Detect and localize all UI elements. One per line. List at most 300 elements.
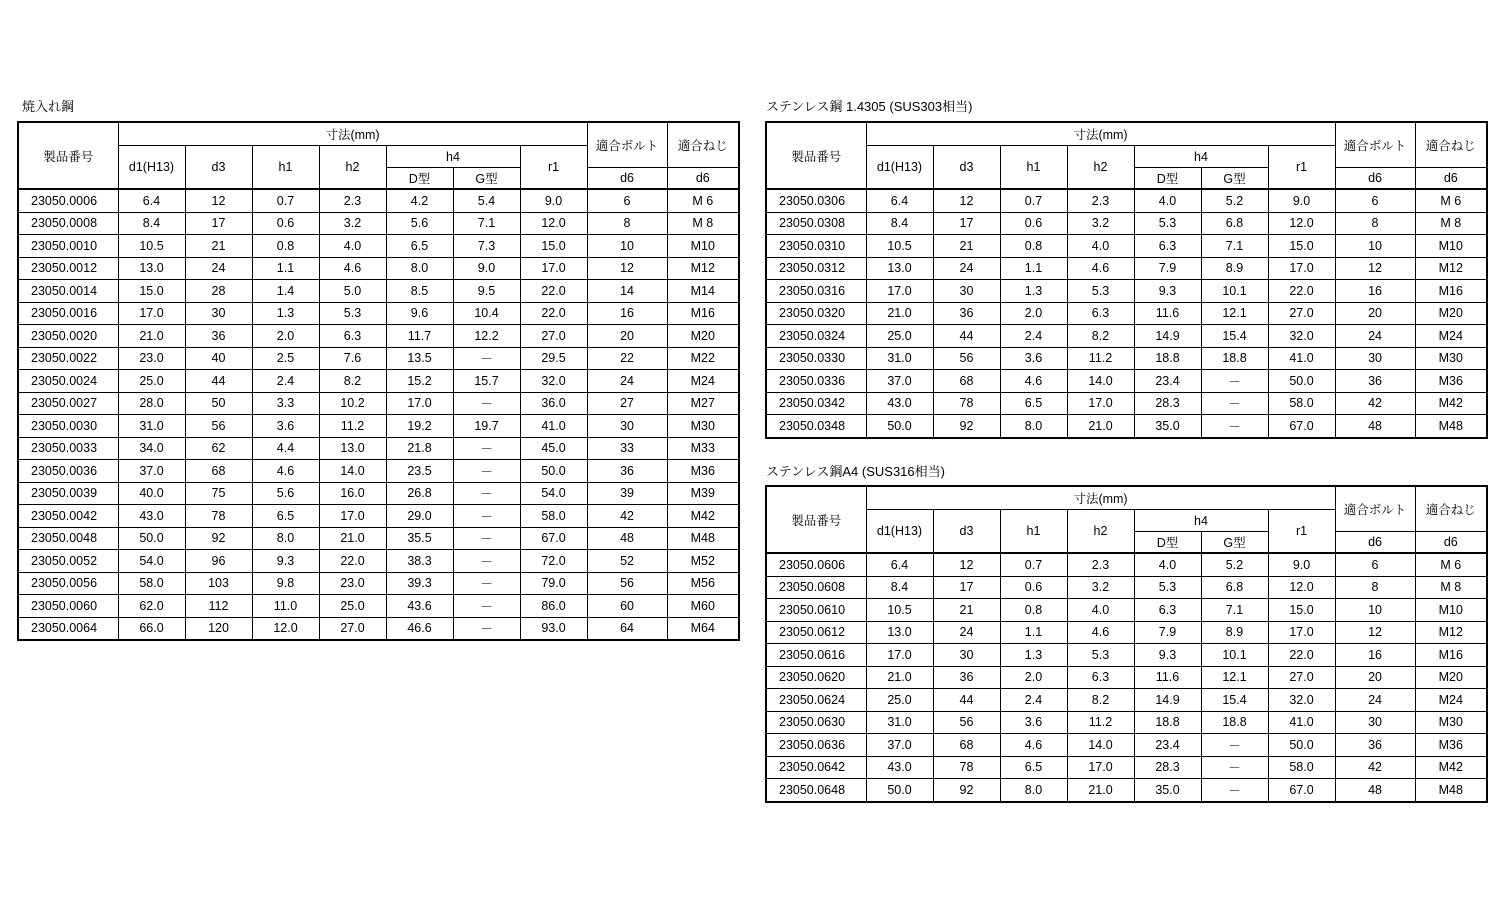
h4-d-type-cell: 23.4 (1134, 734, 1201, 757)
h4-d-type-cell: 28.3 (1134, 756, 1201, 779)
d3-cell: 12 (933, 553, 1000, 576)
h4-g-type-cell: 5.2 (1201, 553, 1268, 576)
d6-bolt-cell: 8 (1335, 576, 1415, 599)
product-no-cell: 23050.0642 (766, 756, 866, 779)
d6-thread-cell: M24 (667, 370, 739, 393)
product-no-cell: 23050.0052 (18, 550, 118, 573)
product-no-cell: 23050.0636 (766, 734, 866, 757)
d6-bolt-cell: 30 (1335, 711, 1415, 734)
d3-cell: 44 (933, 689, 1000, 712)
h2-cell: 21.0 (319, 527, 386, 550)
d6-thread-cell: M20 (667, 325, 739, 348)
table-row (766, 711, 1487, 734)
r1-cell: 67.0 (1268, 779, 1335, 802)
d6-thread-cell: M 6 (667, 189, 739, 212)
h4-g-type-cell: 8.9 (1201, 621, 1268, 644)
table-header (18, 122, 739, 189)
d1-cell: 8.4 (866, 212, 933, 235)
header-h4-d-type: D型 (1134, 532, 1201, 554)
header-h1: h1 (1000, 510, 1067, 554)
r1-cell: 79.0 (520, 572, 587, 595)
table-row (766, 621, 1487, 644)
table-row (18, 550, 739, 573)
d6-thread-cell: M64 (667, 617, 739, 640)
r1-cell: 67.0 (520, 527, 587, 550)
r1-cell: 36.0 (520, 392, 587, 415)
d1-cell: 23.0 (118, 347, 185, 370)
d6-thread-cell: M48 (1415, 415, 1487, 438)
h2-cell: 13.0 (319, 437, 386, 460)
table-row (18, 437, 739, 460)
d1-cell: 17.0 (118, 302, 185, 325)
h4-d-type-cell: 13.5 (386, 347, 453, 370)
h4-g-type-cell: 9.0 (453, 257, 520, 280)
h1-cell: 12.0 (252, 617, 319, 640)
header-compatible-bolt: 適合ボルト (587, 122, 667, 168)
table-row (766, 734, 1487, 757)
h2-cell: 5.0 (319, 280, 386, 303)
product-no-cell: 23050.0033 (18, 437, 118, 460)
d3-cell: 92 (185, 527, 252, 550)
header-compatible-thread: 適合ねじ (1415, 486, 1487, 532)
r1-cell: 41.0 (1268, 347, 1335, 370)
h4-d-type-cell: 9.3 (1134, 644, 1201, 667)
h2-cell: 27.0 (319, 617, 386, 640)
h1-cell: 8.0 (1000, 779, 1067, 802)
d6-bolt-cell: 36 (587, 460, 667, 483)
h2-cell: 3.2 (319, 212, 386, 235)
header-dimensions: 寸法(mm) (866, 486, 1335, 510)
h4-g-type-cell: 7.1 (453, 212, 520, 235)
d3-cell: 50 (185, 392, 252, 415)
h1-cell: 1.3 (1000, 644, 1067, 667)
d6-thread-cell: M33 (667, 437, 739, 460)
h4-g-type-cell: 10.1 (1201, 280, 1268, 303)
h4-d-type-cell: 9.6 (386, 302, 453, 325)
d3-cell: 30 (185, 302, 252, 325)
h4-d-type-cell: 4.0 (1134, 553, 1201, 576)
d6-bolt-cell: 10 (587, 235, 667, 258)
h4-d-type-cell: 26.8 (386, 482, 453, 505)
table-row (18, 482, 739, 505)
d6-thread-cell: M56 (667, 572, 739, 595)
r1-cell: 12.0 (520, 212, 587, 235)
header-h1: h1 (252, 146, 319, 190)
d3-cell: 24 (933, 621, 1000, 644)
d1-cell: 6.4 (866, 189, 933, 212)
h4-d-type-cell: 5.3 (1134, 576, 1201, 599)
d6-thread-cell: M30 (1415, 347, 1487, 370)
d1-cell: 34.0 (118, 437, 185, 460)
h2-cell: 14.0 (1067, 370, 1134, 393)
r1-cell: 17.0 (1268, 621, 1335, 644)
d1-cell: 43.0 (118, 505, 185, 528)
product-no-cell: 23050.0308 (766, 212, 866, 235)
product-no-cell: 23050.0016 (18, 302, 118, 325)
r1-cell: 22.0 (1268, 644, 1335, 667)
table-row (18, 572, 739, 595)
h1-cell: 0.7 (1000, 553, 1067, 576)
header-dimensions: 寸法(mm) (118, 122, 587, 146)
h4-g-type-cell: － (1201, 370, 1268, 393)
product-no-cell: 23050.0039 (18, 482, 118, 505)
h4-d-type-cell: 21.8 (386, 437, 453, 460)
h4-d-type-cell: 6.5 (386, 235, 453, 258)
d1-cell: 17.0 (866, 280, 933, 303)
header-bolt-d6: d6 (1335, 532, 1415, 554)
h1-cell: 6.5 (1000, 756, 1067, 779)
table-row (766, 756, 1487, 779)
header-product-no: 製品番号 (766, 486, 866, 553)
r1-cell: 27.0 (1268, 302, 1335, 325)
d6-thread-cell: M36 (1415, 734, 1487, 757)
d6-thread-cell: M16 (1415, 644, 1487, 667)
d3-cell: 44 (185, 370, 252, 393)
h4-g-type-cell: － (453, 482, 520, 505)
header-h1: h1 (1000, 146, 1067, 190)
h2-cell: 8.2 (1067, 689, 1134, 712)
h2-cell: 4.0 (319, 235, 386, 258)
d6-bolt-cell: 33 (587, 437, 667, 460)
d6-bolt-cell: 22 (587, 347, 667, 370)
d3-cell: 36 (933, 302, 1000, 325)
d6-thread-cell: M42 (667, 505, 739, 528)
r1-cell: 9.0 (1268, 553, 1335, 576)
d3-cell: 56 (185, 415, 252, 438)
d1-cell: 31.0 (866, 711, 933, 734)
h4-d-type-cell: 14.9 (1134, 689, 1201, 712)
product-no-cell: 23050.0316 (766, 280, 866, 303)
product-no-cell: 23050.0027 (18, 392, 118, 415)
d6-thread-cell: M12 (667, 257, 739, 280)
h4-d-type-cell: 14.9 (1134, 325, 1201, 348)
h1-cell: 2.4 (1000, 325, 1067, 348)
h1-cell: 6.5 (252, 505, 319, 528)
d6-bolt-cell: 16 (587, 302, 667, 325)
d3-cell: 92 (933, 779, 1000, 802)
h1-cell: 6.5 (1000, 392, 1067, 415)
d3-cell: 96 (185, 550, 252, 573)
h1-cell: 3.6 (1000, 347, 1067, 370)
product-no-cell: 23050.0610 (766, 599, 866, 622)
d1-cell: 21.0 (866, 302, 933, 325)
h1-cell: 1.3 (1000, 280, 1067, 303)
d1-cell: 54.0 (118, 550, 185, 573)
d1-cell: 6.4 (866, 553, 933, 576)
table-row (18, 257, 739, 280)
table-row (18, 370, 739, 393)
h4-g-type-cell: － (453, 347, 520, 370)
r1-cell: 58.0 (1268, 392, 1335, 415)
h1-cell: 2.0 (1000, 302, 1067, 325)
d6-bolt-cell: 10 (1335, 599, 1415, 622)
table-row (766, 347, 1487, 370)
r1-cell: 9.0 (520, 189, 587, 212)
d3-cell: 92 (933, 415, 1000, 438)
d6-bolt-cell: 27 (587, 392, 667, 415)
d3-cell: 120 (185, 617, 252, 640)
header-thread-d6: d6 (1415, 532, 1487, 554)
d1-cell: 50.0 (866, 415, 933, 438)
header-d3: d3 (933, 146, 1000, 190)
product-no-cell: 23050.0336 (766, 370, 866, 393)
h1-cell: 2.5 (252, 347, 319, 370)
h2-cell: 2.3 (319, 189, 386, 212)
h4-d-type-cell: 15.2 (386, 370, 453, 393)
d6-thread-cell: M10 (667, 235, 739, 258)
h1-cell: 1.1 (252, 257, 319, 280)
h1-cell: 2.4 (252, 370, 319, 393)
product-no-cell: 23050.0624 (766, 689, 866, 712)
d6-bolt-cell: 48 (587, 527, 667, 550)
d6-bolt-cell: 60 (587, 595, 667, 618)
h1-cell: 3.6 (252, 415, 319, 438)
d1-cell: 13.0 (866, 257, 933, 280)
table-row (18, 235, 739, 258)
h4-d-type-cell: 5.3 (1134, 212, 1201, 235)
header-compatible-bolt: 適合ボルト (1335, 122, 1415, 168)
h4-g-type-cell: 6.8 (1201, 212, 1268, 235)
header-d1: d1(H13) (118, 146, 185, 190)
d6-bolt-cell: 30 (1335, 347, 1415, 370)
header-h4-d-type: D型 (386, 168, 453, 190)
d6-thread-cell: M30 (667, 415, 739, 438)
d3-cell: 78 (933, 756, 1000, 779)
product-no-cell: 23050.0006 (18, 189, 118, 212)
d6-thread-cell: M 8 (1415, 576, 1487, 599)
h4-g-type-cell: － (453, 572, 520, 595)
table-row (766, 689, 1487, 712)
r1-cell: 22.0 (520, 280, 587, 303)
header-h4: h4 (1134, 146, 1268, 168)
h4-g-type-cell: － (1201, 734, 1268, 757)
d3-cell: 112 (185, 595, 252, 618)
d6-bolt-cell: 56 (587, 572, 667, 595)
d6-bolt-cell: 24 (587, 370, 667, 393)
d6-thread-cell: M52 (667, 550, 739, 573)
d3-cell: 56 (933, 711, 1000, 734)
d6-thread-cell: M60 (667, 595, 739, 618)
h2-cell: 6.3 (1067, 666, 1134, 689)
table-row (766, 370, 1487, 393)
header-h4-d-type: D型 (1134, 168, 1201, 190)
h4-d-type-cell: 4.2 (386, 189, 453, 212)
r1-cell: 41.0 (1268, 711, 1335, 734)
h2-cell: 4.6 (1067, 621, 1134, 644)
h4-d-type-cell: 6.3 (1134, 599, 1201, 622)
table-row (766, 302, 1487, 325)
d6-thread-cell: M 6 (1415, 189, 1487, 212)
header-dimensions: 寸法(mm) (866, 122, 1335, 146)
h4-g-type-cell: 7.1 (1201, 599, 1268, 622)
h2-cell: 21.0 (1067, 415, 1134, 438)
d6-bolt-cell: 20 (1335, 666, 1415, 689)
h4-g-type-cell: 15.7 (453, 370, 520, 393)
h1-cell: 3.6 (1000, 711, 1067, 734)
d3-cell: 21 (933, 599, 1000, 622)
product-no-cell: 23050.0036 (18, 460, 118, 483)
h1-cell: 0.7 (252, 189, 319, 212)
header-r1: r1 (520, 146, 587, 190)
h1-cell: 0.8 (1000, 235, 1067, 258)
d6-thread-cell: M48 (1415, 779, 1487, 802)
table-row (766, 189, 1487, 212)
h4-d-type-cell: 35.5 (386, 527, 453, 550)
product-no-cell: 23050.0620 (766, 666, 866, 689)
header-h4: h4 (1134, 510, 1268, 532)
d1-cell: 13.0 (866, 621, 933, 644)
d3-cell: 21 (185, 235, 252, 258)
h4-g-type-cell: 9.5 (453, 280, 520, 303)
h1-cell: 9.8 (252, 572, 319, 595)
h4-d-type-cell: 17.0 (386, 392, 453, 415)
h4-g-type-cell: 15.4 (1201, 689, 1268, 712)
d1-cell: 37.0 (118, 460, 185, 483)
d3-cell: 17 (933, 212, 1000, 235)
d3-cell: 36 (185, 325, 252, 348)
r1-cell: 58.0 (520, 505, 587, 528)
table-row (18, 460, 739, 483)
h4-g-type-cell: 7.1 (1201, 235, 1268, 258)
table-row (766, 599, 1487, 622)
h4-g-type-cell: － (453, 550, 520, 573)
d6-bolt-cell: 10 (1335, 235, 1415, 258)
d6-bolt-cell: 20 (587, 325, 667, 348)
d1-cell: 10.5 (866, 599, 933, 622)
h4-d-type-cell: 8.0 (386, 257, 453, 280)
d3-cell: 36 (933, 666, 1000, 689)
d6-bolt-cell: 48 (1335, 779, 1415, 802)
spec-table-hardened-steel (17, 121, 740, 641)
d6-thread-cell: M16 (667, 302, 739, 325)
section-title-hardened-steel: 焼入れ鋼 (22, 99, 75, 114)
product-no-cell: 23050.0014 (18, 280, 118, 303)
header-h2: h2 (1067, 510, 1134, 554)
h1-cell: 8.0 (1000, 415, 1067, 438)
header-r1: r1 (1268, 510, 1335, 554)
table-row (766, 644, 1487, 667)
r1-cell: 22.0 (1268, 280, 1335, 303)
h1-cell: 0.6 (252, 212, 319, 235)
table-row (766, 779, 1487, 802)
r1-cell: 27.0 (1268, 666, 1335, 689)
r1-cell: 45.0 (520, 437, 587, 460)
table-row (766, 235, 1487, 258)
d6-thread-cell: M30 (1415, 711, 1487, 734)
spec-table-stainless-a4 (765, 485, 1488, 803)
product-no-cell: 23050.0616 (766, 644, 866, 667)
header-product-no: 製品番号 (766, 122, 866, 189)
product-no-cell: 23050.0024 (18, 370, 118, 393)
r1-cell: 17.0 (1268, 257, 1335, 280)
header-d3: d3 (933, 510, 1000, 554)
h1-cell: 0.6 (1000, 576, 1067, 599)
r1-cell: 54.0 (520, 482, 587, 505)
d6-thread-cell: M36 (667, 460, 739, 483)
d3-cell: 68 (185, 460, 252, 483)
h4-d-type-cell: 18.8 (1134, 347, 1201, 370)
r1-cell: 32.0 (1268, 689, 1335, 712)
d6-bolt-cell: 42 (1335, 392, 1415, 415)
h1-cell: 3.3 (252, 392, 319, 415)
r1-cell: 12.0 (1268, 576, 1335, 599)
h2-cell: 25.0 (319, 595, 386, 618)
d1-cell: 37.0 (866, 734, 933, 757)
product-no-cell: 23050.0030 (18, 415, 118, 438)
header-h4-g-type: G型 (453, 168, 520, 190)
r1-cell: 50.0 (1268, 370, 1335, 393)
d1-cell: 37.0 (866, 370, 933, 393)
header-product-no: 製品番号 (18, 122, 118, 189)
d6-thread-cell: M20 (1415, 666, 1487, 689)
h1-cell: 8.0 (252, 527, 319, 550)
d3-cell: 40 (185, 347, 252, 370)
table-row (766, 415, 1487, 438)
h1-cell: 4.6 (1000, 734, 1067, 757)
r1-cell: 15.0 (1268, 599, 1335, 622)
table-row (18, 325, 739, 348)
d1-cell: 31.0 (118, 415, 185, 438)
d6-bolt-cell: 36 (1335, 734, 1415, 757)
h2-cell: 22.0 (319, 550, 386, 573)
d6-thread-cell: M10 (1415, 235, 1487, 258)
table-row (766, 280, 1487, 303)
h1-cell: 0.8 (252, 235, 319, 258)
h4-g-type-cell: 6.8 (1201, 576, 1268, 599)
d3-cell: 21 (933, 235, 1000, 258)
d6-bolt-cell: 12 (1335, 257, 1415, 280)
product-no-cell: 23050.0064 (18, 617, 118, 640)
header-d1: d1(H13) (866, 510, 933, 554)
h2-cell: 6.3 (1067, 302, 1134, 325)
r1-cell: 58.0 (1268, 756, 1335, 779)
h4-g-type-cell: 8.9 (1201, 257, 1268, 280)
header-h2: h2 (319, 146, 386, 190)
header-compatible-bolt: 適合ボルト (1335, 486, 1415, 532)
h2-cell: 4.0 (1067, 599, 1134, 622)
product-no-cell: 23050.0324 (766, 325, 866, 348)
h4-g-type-cell: 5.2 (1201, 189, 1268, 212)
d6-thread-cell: M12 (1415, 621, 1487, 644)
d6-bolt-cell: 64 (587, 617, 667, 640)
d6-thread-cell: M42 (1415, 392, 1487, 415)
h4-g-type-cell: － (1201, 756, 1268, 779)
d6-bolt-cell: 24 (1335, 325, 1415, 348)
d1-cell: 21.0 (866, 666, 933, 689)
d3-cell: 24 (185, 257, 252, 280)
table-row (766, 576, 1487, 599)
h1-cell: 2.0 (252, 325, 319, 348)
header-d3: d3 (185, 146, 252, 190)
h1-cell: 0.6 (1000, 212, 1067, 235)
d6-bolt-cell: 16 (1335, 644, 1415, 667)
r1-cell: 32.0 (1268, 325, 1335, 348)
product-no-cell: 23050.0648 (766, 779, 866, 802)
d3-cell: 17 (933, 576, 1000, 599)
h2-cell: 5.3 (1067, 280, 1134, 303)
d6-bolt-cell: 39 (587, 482, 667, 505)
product-no-cell: 23050.0008 (18, 212, 118, 235)
d6-thread-cell: M12 (1415, 257, 1487, 280)
header-h2: h2 (1067, 146, 1134, 190)
h4-d-type-cell: 5.6 (386, 212, 453, 235)
product-no-cell: 23050.0042 (18, 505, 118, 528)
r1-cell: 67.0 (1268, 415, 1335, 438)
h4-g-type-cell: － (1201, 415, 1268, 438)
h1-cell: 4.6 (252, 460, 319, 483)
product-no-cell: 23050.0010 (18, 235, 118, 258)
table-row (18, 505, 739, 528)
